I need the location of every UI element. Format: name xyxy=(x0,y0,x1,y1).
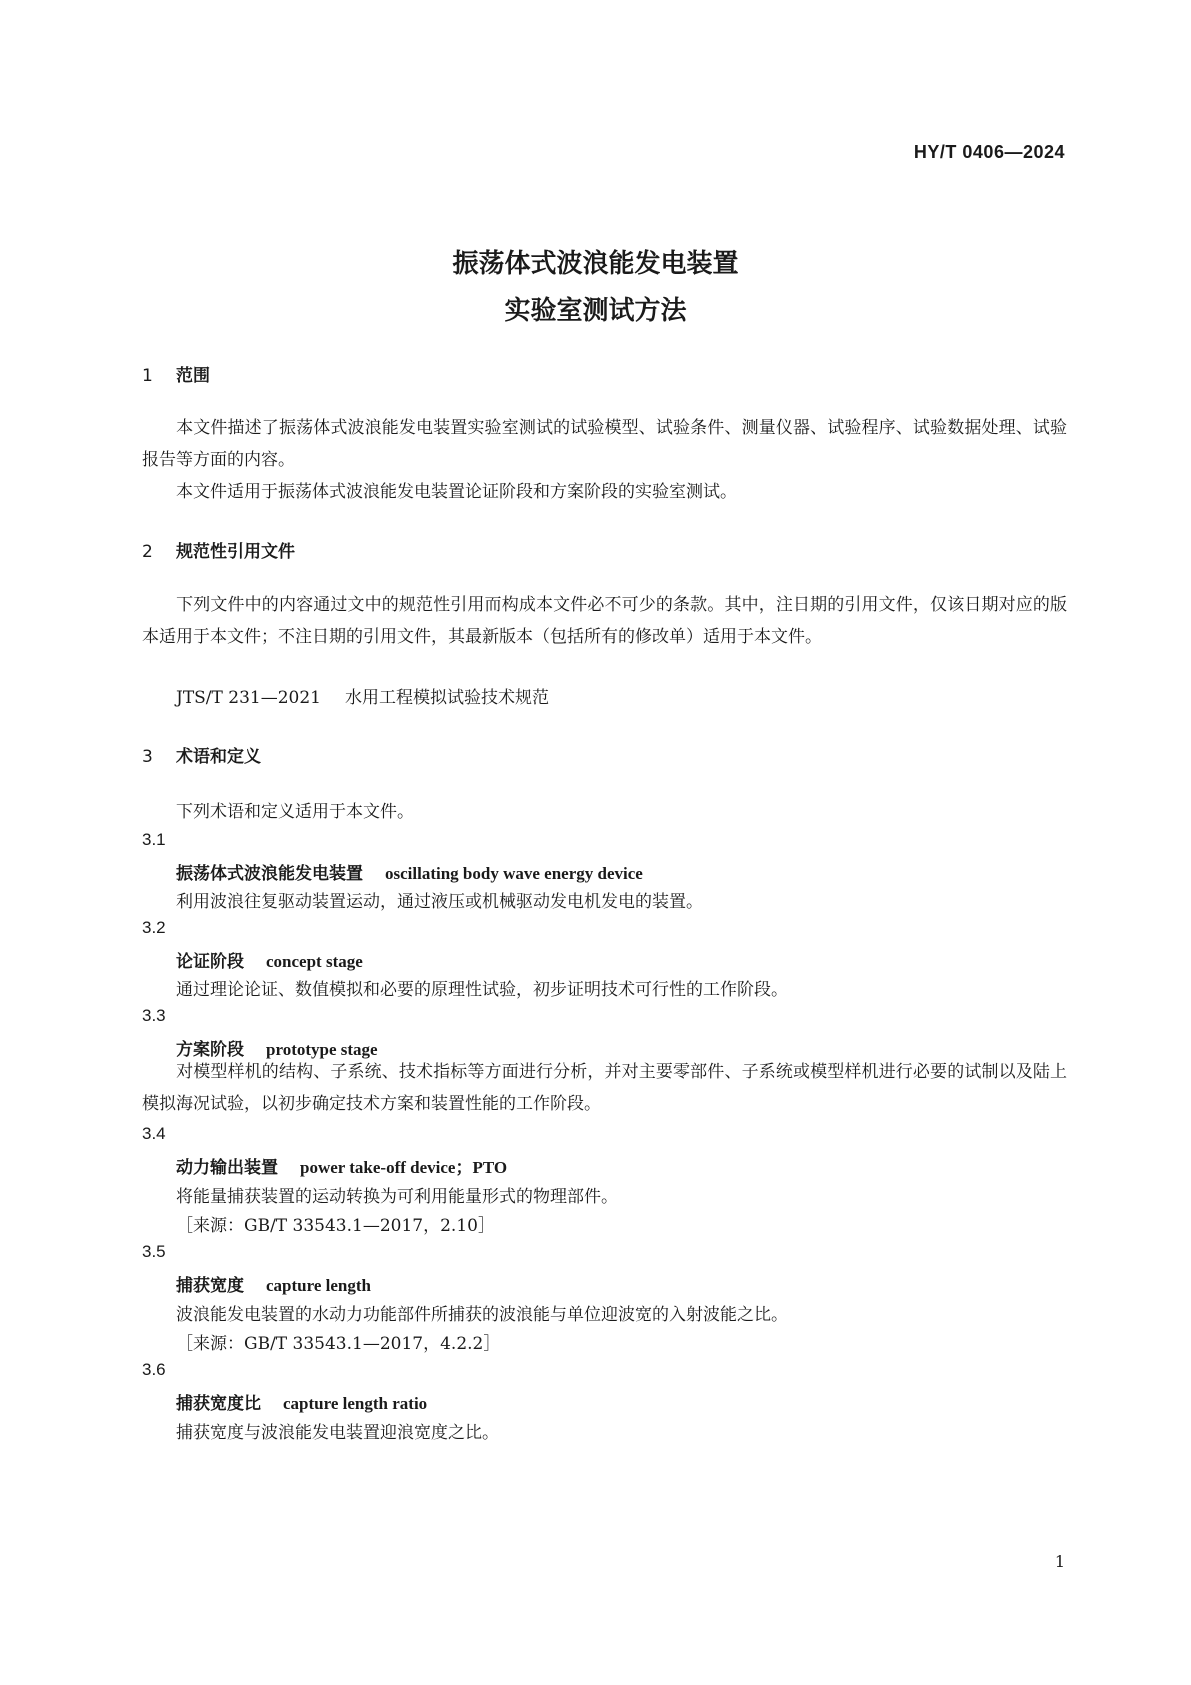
section-1-heading xyxy=(142,361,210,386)
reference-document-number: JTS/T 231—2021 xyxy=(176,688,321,708)
term-title xyxy=(176,1389,427,1414)
term-english: power take-off device；PTO xyxy=(300,1158,508,1177)
term-number: 3.6 xyxy=(142,1360,166,1379)
section-3-intro: 下列术语和定义适用于本文件。 xyxy=(176,802,414,822)
section-1-paragraph-1 xyxy=(142,412,1067,476)
term-title xyxy=(176,947,363,972)
term-title xyxy=(176,1271,371,1296)
term-chinese: 论证阶段 xyxy=(176,952,244,972)
term-definition: 波浪能发电装置的水动力功能部件所捕获的波浪能与单位迎波宽的入射波能之比。 xyxy=(176,1305,788,1325)
paragraph-text: 对模型样机的结构、子系统、技术指标等方面进行分析，并对主要零部件、子系统或模型样机进行必要的试制以及陆上模拟海况试验，以初步确定技术方案和装置性能的工作阶段。 xyxy=(142,1062,1067,1114)
section-number: 1 xyxy=(142,366,153,386)
reference-document-title: 水用工程模拟试验技术规范 xyxy=(344,688,549,708)
section-number: 3 xyxy=(142,747,153,767)
paragraph-text: 本文件适用于振荡体式波浪能发电装置论证阶段和方案阶段的实验室测试。 xyxy=(176,482,737,502)
term-english: concept stage xyxy=(266,952,363,971)
term-title xyxy=(176,1153,507,1178)
term-title xyxy=(176,859,643,884)
document-title-line-1: 振荡体式波浪能发电装置 xyxy=(452,249,739,279)
term-number: 3.2 xyxy=(142,918,166,937)
section-number: 2 xyxy=(142,542,153,562)
term-number: 3.5 xyxy=(142,1242,166,1261)
document-title-line-2: 实验室测试方法 xyxy=(504,296,687,326)
term-definition: 将能量捕获装置的运动转换为可利用能量形式的物理部件。 xyxy=(176,1187,618,1207)
section-1-paragraph-2 xyxy=(142,476,1067,508)
term-english: oscillating body wave energy device xyxy=(385,864,643,883)
term-english: capture length ratio xyxy=(283,1394,428,1413)
term-chinese: 动力输出装置 xyxy=(176,1158,278,1178)
normative-reference xyxy=(176,683,549,708)
term-definition xyxy=(142,1056,1067,1120)
term-source: ［来源：GB/T 33543.1—2017，2.10］ xyxy=(176,1216,495,1236)
term-english: prototype stage xyxy=(266,1040,378,1059)
term-number: 3.4 xyxy=(142,1124,166,1143)
paragraph-text: 本文件描述了振荡体式波浪能发电装置实验室测试的试验模型、试验条件、测量仪器、试验程序、试验数据处理、试验报告等方面的内容。 xyxy=(142,418,1067,470)
page-number: 1 xyxy=(1054,1552,1065,1571)
section-title: 术语和定义 xyxy=(176,747,261,767)
term-definition: 利用波浪往复驱动装置运动，通过液压或机械驱动发电机发电的装置。 xyxy=(176,892,703,912)
section-2-paragraph-1 xyxy=(142,589,1067,653)
section-title: 范围 xyxy=(176,366,210,386)
term-number: 3.1 xyxy=(142,830,166,849)
term-chinese: 振荡体式波浪能发电装置 xyxy=(176,864,363,884)
term-definition: 捕获宽度与波浪能发电装置迎浪宽度之比。 xyxy=(176,1423,499,1443)
section-title: 规范性引用文件 xyxy=(176,542,295,562)
section-2-heading xyxy=(142,537,295,562)
term-chinese: 捕获宽度 xyxy=(176,1276,244,1296)
term-number: 3.3 xyxy=(142,1006,166,1025)
term-chinese: 方案阶段 xyxy=(176,1040,244,1060)
standard-code: HY/T 0406—2024 xyxy=(913,142,1065,162)
paragraph-text: 下列文件中的内容通过文中的规范性引用而构成本文件必不可少的条款。其中，注日期的引用文件，仅该日期对应的版本适用于本文件；不注日期的引用文件，其最新版本（包括所有的修改单）适用于本文件。 xyxy=(142,595,1067,647)
section-3-heading xyxy=(142,742,261,767)
term-source: ［来源：GB/T 33543.1—2017，4.2.2］ xyxy=(176,1334,501,1354)
term-definition: 通过理论论证、数值模拟和必要的原理性试验，初步证明技术可行性的工作阶段。 xyxy=(176,980,788,1000)
term-english: capture length xyxy=(266,1276,371,1295)
term-chinese: 捕获宽度比 xyxy=(176,1394,261,1414)
